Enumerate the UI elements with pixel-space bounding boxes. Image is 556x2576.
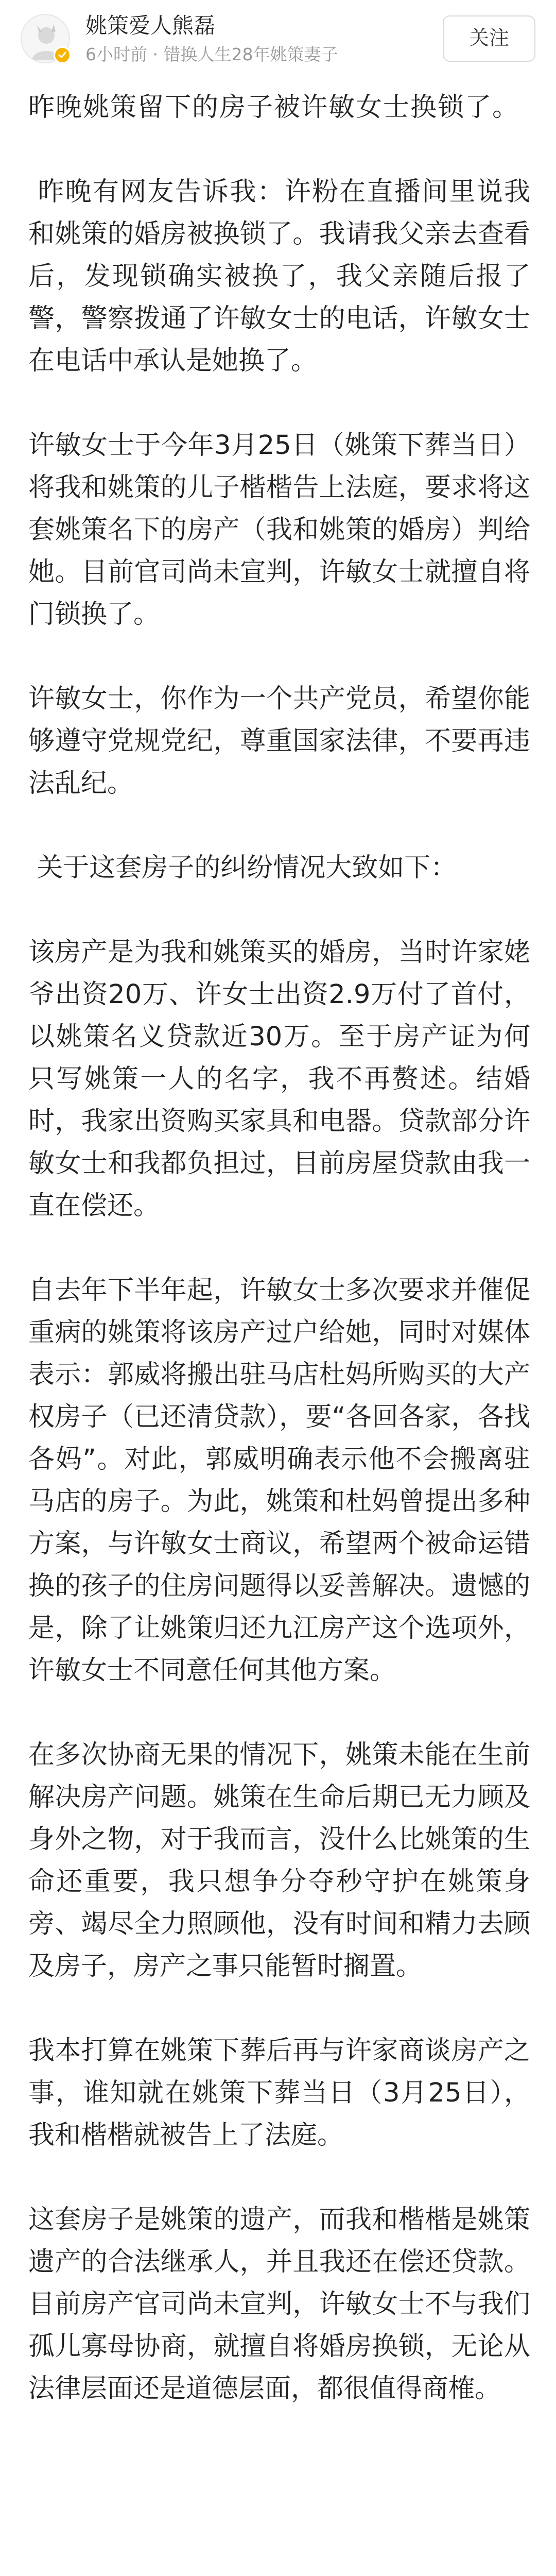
- post-paragraph: 自去年下半年起，许敏女士多次要求并催促重病的姚策将该房产过户给她，同时对媒体表示：郭威将搬出驻马店杜妈所购买的大产权房子（已还清贷款），要“各回各家，各找各妈”。对此，郭威明确表示他不会搬离驻马店的房子。为此，姚策和杜妈曾提出多种方案，与许敏女士商议，希望两个被命运错换的孩子的住房问题得以妥善解决。遗憾的是，除了让姚策归还九江房产这个选项外，许敏女士不同意任何其他方案。: [28, 1275, 530, 1686]
- post-paragraph: 我本打算在姚策下葬后再与许家商谈房产之事，谁知就在姚策下葬当日（3月25日），我和楷楷就被告上了法庭。: [28, 2036, 530, 2150]
- post-paragraph: 许敏女士于今年3月25日（姚策下葬当日）将我和姚策的儿子楷楷告上法庭，要求将这套姚策名下的房产（我和姚策的婚房）判给她。目前官司尚未宣判，许敏女士就擅自将门锁换了。: [28, 430, 530, 630]
- post-paragraph: 昨晚有网友告诉我：许粉在直播间里说我和姚策的婚房被换锁了。我请我父亲去查看后，发现锁确实被换了，我父亲随后报了警，警察拨通了许敏女士的电话，许敏女士在电话中承认是她换了。: [28, 177, 530, 376]
- post-paragraph: 许敏女士，你作为一个共产党员，希望你能够遵守党规党纪，尊重国家法律，不要再违法乱纪。: [28, 684, 530, 799]
- post-paragraph: 该房产是为我和姚策买的婚房，当时许家姥爷出资20万、许女士出资2.9万付了首付，以姚策名义贷款近30万。至于房产证为何只写姚策一人的名字，我不再赘述。结婚时，我家出资购买家具和电器。贷款部分许敏女士和我都负担过，目前房屋贷款由我一直在偿还。: [28, 937, 530, 1221]
- verified-badge: [54, 46, 71, 64]
- post-meta: 6小时前 · 错换人生28年姚策妻子: [85, 44, 338, 64]
- follow-button[interactable]: 关注: [443, 15, 535, 62]
- post-paragraph: 在多次协商无果的情况下，姚策未能在生前解决房产问题。姚策在生命后期已无力顾及身外之物，对于我而言，没什么比姚策的生命还重要，我只想争分夺秒守护在姚策身旁、竭尽全力照顾他，没有时间和精力去顾及房子，房产之事只能暂时搁置。: [28, 1740, 530, 1981]
- post-paragraph: 这套房子是姚策的遗产，而我和楷楷是姚策遗产的合法继承人，并且我还在偿还贷款。目前房产官司尚未宣判，许敏女士不与我们孤儿寡母协商，就擅自将婚房换锁，无论从法律层面还是道德层面，都很值得商榷。: [28, 2205, 530, 2404]
- author-name[interactable]: 姚策爱人熊磊: [85, 13, 216, 38]
- post-paragraph: 昨晚姚策留下的房子被许敏女士换锁了。: [28, 92, 520, 123]
- verified-badge-icon: [58, 50, 67, 60]
- post-paragraph: 关于这套房子的纠纷情况大致如下：: [37, 853, 457, 883]
- post-header: [0, 0, 556, 77]
- post-body: [28, 87, 530, 2452]
